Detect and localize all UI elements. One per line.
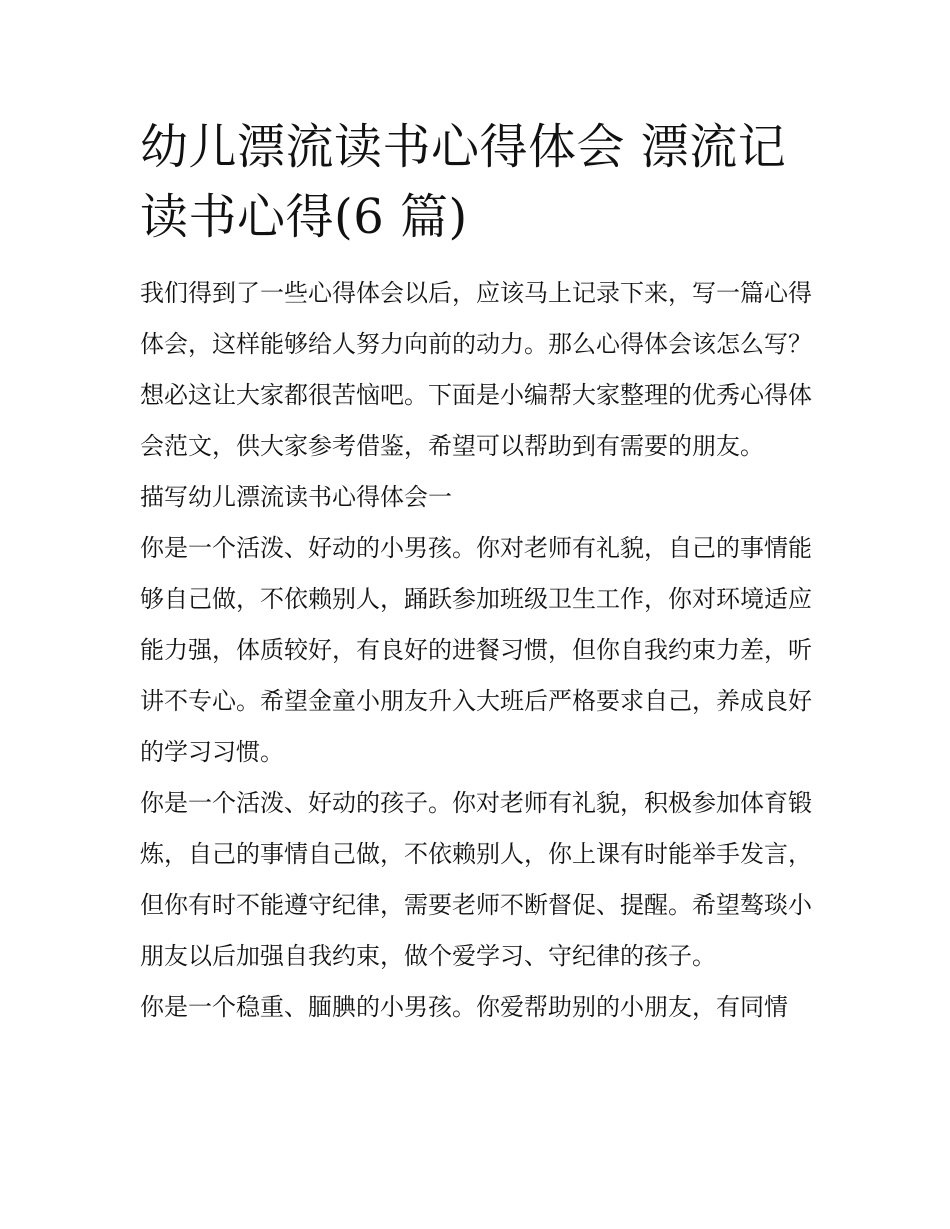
title-line-2: 读书心得(6 篇) (140, 189, 468, 245)
body-paragraph: 你是一个稳重、腼腆的小男孩。你爱帮助别的小朋友，有同情 (140, 993, 788, 1021)
body-paragraph: 你是一个活泼、好动的孩子。你对老师有礼貌，积极参加体育锻炼，自己的事情自己做，不依赖别人，你上课有时能举手发言，但你有时不能遵守纪律，需要老师不断督促、提醒。希望骜琰小朋友以后加强自我约束，做个爱学习、守纪律的孩子。 (140, 789, 812, 970)
document-title (140, 112, 812, 252)
section-heading: 描写幼儿漂流读书心得体会一 (140, 483, 452, 511)
document-body (140, 268, 812, 1033)
document-content (140, 112, 812, 1033)
title-line-1: 幼儿漂流读书心得体会 漂流记 (140, 119, 787, 175)
body-paragraph: 你是一个活泼、好动的小男孩。你对老师有礼貌，自己的事情能够自己做，不依赖别人，踊跃参加班级卫生工作，你对环境适应能力强，体质较好，有良好的进餐习惯，但你自我约束力差，听讲不专心。希望金童小朋友升入大班后严格要求自己，养成良好的学习习惯。 (140, 534, 812, 766)
intro-paragraph: 我们得到了一些心得体会以后，应该马上记录下来，写一篇心得体会，这样能够给人努力向前的动力。那么心得体会该怎么写？想必这让大家都很苦恼吧。下面是小编帮大家整理的优秀心得体会范文，供大家参考借鉴，希望可以帮助到有需要的朋友。 (140, 279, 812, 460)
